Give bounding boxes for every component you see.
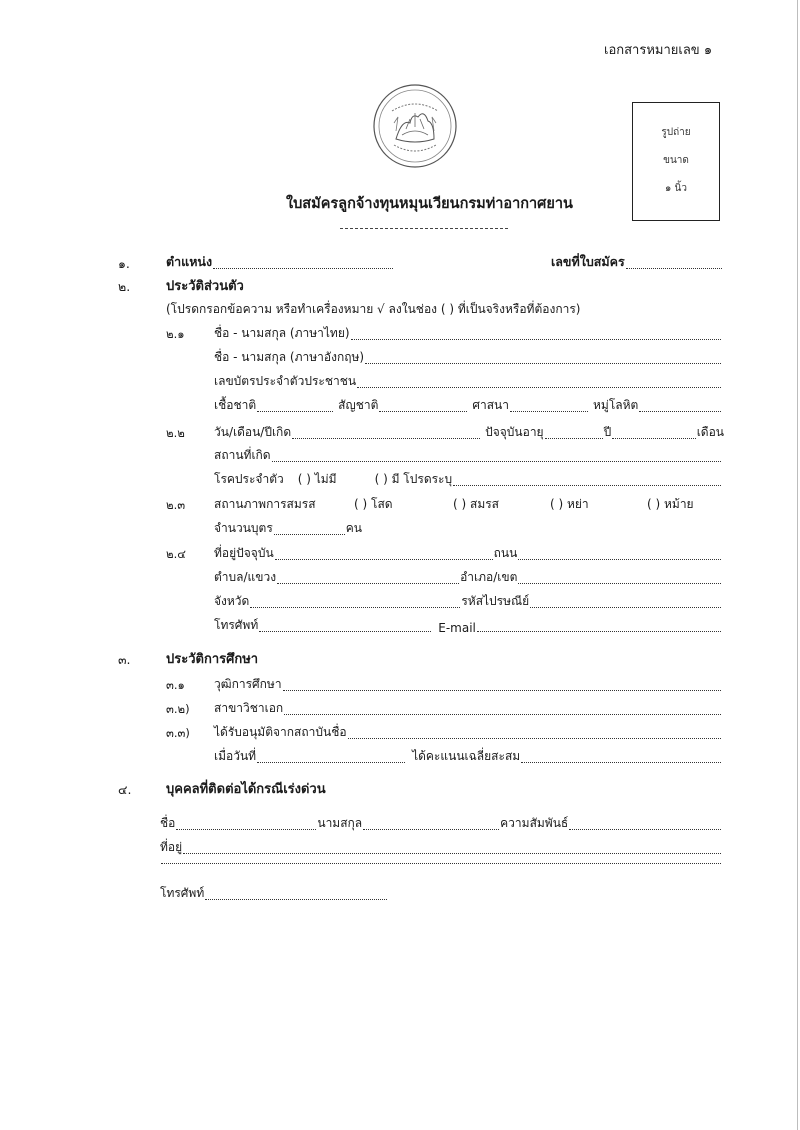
section-2-title: ประวัติส่วนตัว <box>166 279 244 294</box>
department-seal-icon <box>372 83 458 169</box>
degree-label: วุฒิการศึกษา <box>214 677 282 691</box>
position-label: ตำแหน่ง <box>166 254 213 269</box>
contact-address-input-2[interactable] <box>161 862 721 864</box>
subdistrict-district-row <box>214 568 722 587</box>
address-road-row <box>214 544 722 563</box>
road-input[interactable] <box>518 558 721 560</box>
name-thai-input[interactable] <box>351 338 721 340</box>
province-input[interactable] <box>250 606 460 608</box>
disease-yes-checkbox[interactable]: ( ) มี โปรดระบุ <box>374 472 453 486</box>
photo-label-2: ขนาด <box>663 155 689 166</box>
disease-detail-input[interactable] <box>453 484 721 486</box>
age-years-input[interactable] <box>545 437 603 439</box>
major-label: สาขาวิชาเอก <box>214 701 284 715</box>
application-no-label: เลขที่ใบสมัคร <box>551 254 625 269</box>
subsection-2-4-number: ๒.๔ <box>166 547 186 561</box>
religion-input[interactable] <box>510 410 588 412</box>
position-field[interactable] <box>166 252 394 272</box>
graduation-gpa-row <box>214 747 722 766</box>
children-count-field[interactable] <box>214 519 362 538</box>
blood-type-input[interactable] <box>639 410 721 412</box>
application-no-field[interactable] <box>551 252 723 272</box>
contact-name-input[interactable] <box>176 828 316 830</box>
section-3-title: ประวัติการศึกษา <box>166 652 259 667</box>
dob-age-row <box>214 423 724 442</box>
road-label: ถนน <box>493 546 518 560</box>
address-input[interactable] <box>275 558 493 560</box>
name-thai-label: ชื่อ - นามสกุล (ภาษาไทย) <box>214 326 350 340</box>
contact-name-label: ชื่อ <box>160 816 176 830</box>
contact-phone-label: โทรศัพท์ <box>160 886 205 900</box>
major-input[interactable] <box>284 713 721 715</box>
name-english-label: ชื่อ - นามสกุล (ภาษาอังกฤษ) <box>214 350 365 364</box>
nationality-label: สัญชาติ <box>338 398 379 412</box>
photo-box <box>632 102 720 221</box>
marital-widowed-checkbox[interactable]: ( ) หม้าย <box>647 497 694 511</box>
contact-relation-label: ความสัมพันธ์ <box>500 816 569 830</box>
subsection-3-1-number: ๓.๑ <box>166 678 185 692</box>
email-label: E-mail <box>438 621 476 635</box>
subsection-2-2-number: ๒.๒ <box>166 426 185 440</box>
subsection-2-1-number: ๒.๑ <box>166 327 185 341</box>
page-edge <box>797 0 798 1130</box>
religion-label: ศาสนา <box>472 398 509 412</box>
birthplace-field[interactable] <box>214 446 722 465</box>
name-english-field[interactable] <box>214 348 722 367</box>
section-3-number: ๓. <box>118 652 131 667</box>
email-input[interactable] <box>477 630 721 632</box>
marital-divorced-checkbox[interactable]: ( ) หย่า <box>550 497 589 511</box>
district-label: อำเภอ/เขต <box>460 570 518 584</box>
degree-field[interactable] <box>214 675 722 694</box>
position-input[interactable] <box>213 267 393 269</box>
children-unit: คน <box>345 521 362 535</box>
id-card-label: เลขบัตรประจำตัวประชาชน <box>214 374 357 388</box>
document-number: เอกสารหมายเลข ๑ <box>604 43 713 58</box>
section-2-instruction: (โปรดกรอกข้อความ หรือทำเครื่องหมาย √ ลงในช่อง ( ) ที่เป็นจริงหรือที่ต้องการ) <box>166 302 581 316</box>
subdistrict-input[interactable] <box>277 582 459 584</box>
application-no-input[interactable] <box>626 267 722 269</box>
degree-input[interactable] <box>283 689 721 691</box>
contact-surname-label: นามสกุล <box>317 816 363 830</box>
form-title: ใบสมัครลูกจ้างทุนหมุนเวียนกรมท่าอากาศยาน <box>286 196 573 212</box>
district-input[interactable] <box>518 582 721 584</box>
contact-phone-input[interactable] <box>205 898 387 900</box>
section-1-number: ๑. <box>118 256 130 271</box>
children-label: จำนวนบุตร <box>214 521 273 535</box>
contact-address-input[interactable] <box>183 852 721 854</box>
institution-field[interactable] <box>214 723 722 742</box>
disease-label: โรคประจำตัว <box>214 472 284 486</box>
section-4-title: บุคคลที่ติดต่อได้กรณีเร่งด่วน <box>166 782 326 797</box>
birthplace-label: สถานที่เกิด <box>214 448 271 462</box>
disease-none-checkbox[interactable]: ( ) ไม่มี <box>297 472 337 486</box>
age-months-input[interactable] <box>612 437 695 439</box>
section-2-number: ๒. <box>118 279 131 294</box>
postcode-input[interactable] <box>530 606 721 608</box>
marital-status-label: สถานภาพการสมรส <box>214 497 316 511</box>
birthplace-input[interactable] <box>272 460 721 462</box>
name-english-input[interactable] <box>365 362 721 364</box>
graduation-date-label: เมื่อวันที่ <box>214 749 257 763</box>
graduation-date-input[interactable] <box>257 761 405 763</box>
id-card-input[interactable] <box>357 386 721 388</box>
marital-single-checkbox[interactable]: ( ) โสด <box>354 497 393 511</box>
months-label: เดือน <box>696 425 724 439</box>
phone-label: โทรศัพท์ <box>214 618 259 632</box>
institution-label: ได้รับอนุมัติจากสถาบันชื่อ <box>214 725 347 739</box>
id-card-field[interactable] <box>214 372 722 391</box>
marital-married-checkbox[interactable]: ( ) สมรส <box>453 497 499 511</box>
title-underline <box>340 228 508 229</box>
dob-label: วัน/เดือน/ปีเกิด <box>214 425 292 439</box>
race-nationality-row <box>214 396 722 415</box>
phone-email-row <box>214 616 722 635</box>
name-thai-field[interactable] <box>214 324 722 343</box>
contact-address-field[interactable] <box>160 838 722 857</box>
nationality-input[interactable] <box>379 410 467 412</box>
section-4-number: ๔. <box>118 782 132 797</box>
photo-label-1: รูปถ่าย <box>661 127 691 138</box>
province-postcode-row <box>214 592 722 611</box>
race-label: เชื้อชาติ <box>214 398 257 412</box>
institution-input[interactable] <box>348 737 721 739</box>
postcode-label: รหัสไปรษณีย์ <box>461 594 530 608</box>
years-label: ปี <box>603 425 612 439</box>
disease-row <box>214 470 722 489</box>
blood-type-label: หมู่โลหิต <box>593 398 639 412</box>
address-label: ที่อยู่ปัจจุบัน <box>214 546 274 560</box>
children-input[interactable] <box>274 533 345 535</box>
province-label: จังหวัด <box>214 594 250 608</box>
contact-surname-input[interactable] <box>363 828 499 830</box>
contact-address-label: ที่อยู่ <box>160 840 183 854</box>
gpa-input[interactable] <box>521 761 721 763</box>
contact-phone-field[interactable] <box>160 884 388 903</box>
major-field[interactable] <box>214 699 722 718</box>
contact-address-line-2[interactable] <box>160 862 722 867</box>
subsection-3-3-number: ๓.๓) <box>166 726 190 740</box>
phone-input[interactable] <box>259 630 431 632</box>
subsection-2-3-number: ๒.๓ <box>166 498 186 512</box>
age-label: ปัจจุบันอายุ <box>485 425 544 439</box>
contact-name-row <box>160 814 722 833</box>
subsection-3-2-number: ๓.๒) <box>166 702 190 716</box>
subdistrict-label: ตำบล/แขวง <box>214 570 277 584</box>
gpa-label: ได้คะแนนเฉลี่ยสะสม <box>412 749 521 763</box>
race-input[interactable] <box>257 410 333 412</box>
dob-input[interactable] <box>292 437 480 439</box>
contact-relation-input[interactable] <box>569 828 721 830</box>
photo-label-3: ๑ นิ้ว <box>665 183 687 194</box>
